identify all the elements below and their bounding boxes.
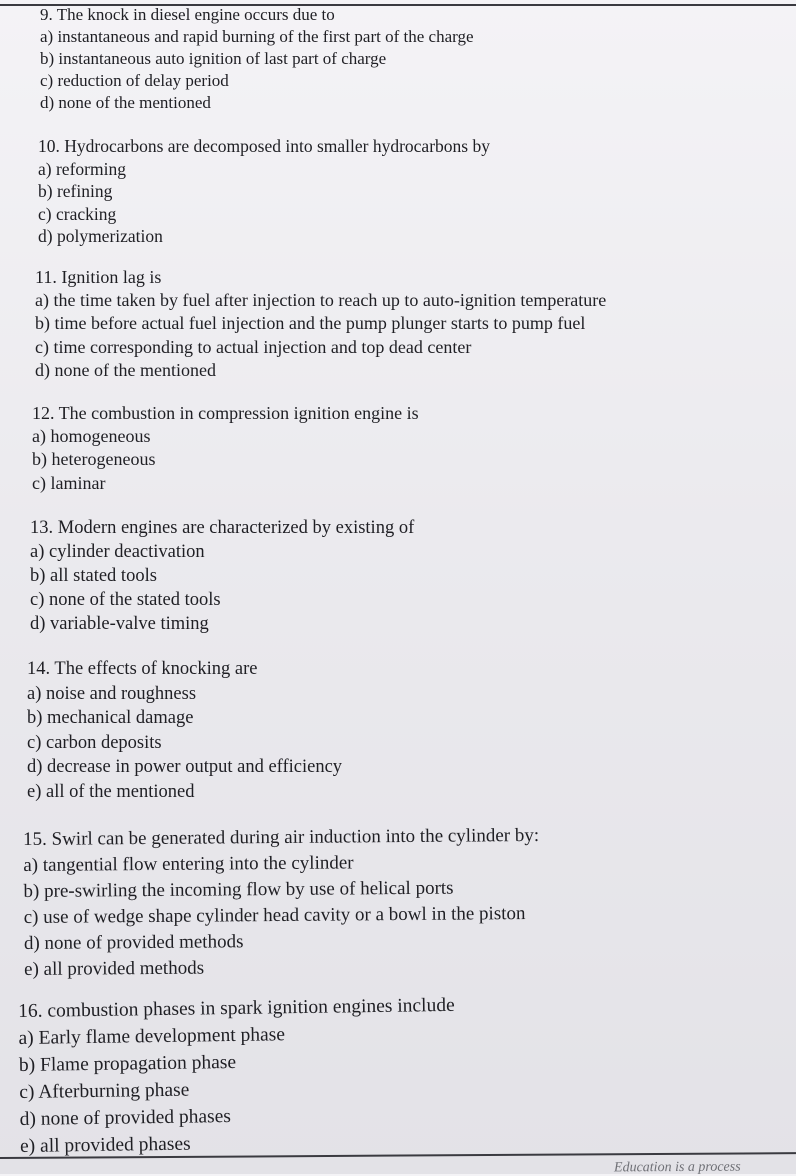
- question-16: [18, 992, 457, 1160]
- answer-option: c) none of the stated tools: [30, 590, 221, 610]
- answer-option: c) time corresponding to actual injection and top dead center: [35, 336, 472, 357]
- question-stem: 11. Ignition lag is: [35, 267, 162, 287]
- answer-option: d) polymerization: [38, 226, 163, 246]
- answer-option: d) none of the mentioned: [40, 93, 211, 112]
- question-stem: 12. The combustion in compression ignition engine is: [32, 403, 419, 423]
- answer-option: e) all of the mentioned: [27, 781, 195, 802]
- footer-text: Education is a process: [613, 1159, 741, 1176]
- answer-option: d) decrease in power output and efficiency: [27, 757, 343, 777]
- answer-option: b) time before actual fuel injection and the pump plunger starts to pump fuel: [35, 313, 586, 334]
- answer-option: b) mechanical damage: [27, 708, 194, 728]
- question-stem: 15. Swirl can be generated during air induction into the cylinder by:: [23, 824, 540, 850]
- answer-option: a) reforming: [38, 158, 126, 179]
- answer-option: a) the time taken by fuel after injection to reach up to auto-ignition temperature: [35, 290, 607, 311]
- answer-option: d) variable-valve timing: [30, 614, 209, 634]
- answer-option: b) heterogeneous: [32, 449, 156, 470]
- question-15: [23, 823, 540, 983]
- answer-option: e) all provided phases: [19, 1133, 191, 1157]
- answer-option: a) homogeneous: [32, 426, 151, 447]
- answer-option: a) tangential flow entering into the cylinder: [23, 852, 354, 876]
- answer-option: b) refining: [38, 181, 113, 201]
- question-stem: 13. Modern engines are characterized by existing of: [30, 518, 415, 538]
- answer-option: c) Afterburning phase: [19, 1079, 190, 1103]
- answer-option: a) Early flame development phase: [18, 1024, 286, 1049]
- answer-option: a) noise and roughness: [27, 683, 197, 704]
- answer-option: d) none of provided phases: [19, 1106, 232, 1130]
- question-stem: 16. combustion phases in spark ignition engines include: [18, 994, 455, 1022]
- answer-option: c) carbon deposits: [27, 732, 162, 753]
- answer-option: b) instantaneous auto ignition of last part of charge: [40, 49, 387, 68]
- answer-option: d) none of the mentioned: [35, 359, 216, 380]
- question-12: [32, 402, 419, 495]
- question-stem: 14. The effects of knocking are: [27, 659, 258, 679]
- question-10: [38, 135, 490, 248]
- answer-option: b) all stated tools: [30, 566, 157, 586]
- question-stem: 10. Hydrocarbons are decomposed into smaller hydrocarbons by: [38, 136, 490, 156]
- answer-option: c) cracking: [38, 203, 117, 224]
- answer-option: c) use of wedge shape cylinder head cavity or a bowl in the piston: [23, 903, 526, 928]
- answer-option: a) cylinder deactivation: [30, 542, 205, 562]
- question-14: [27, 657, 342, 804]
- question-13: [30, 516, 414, 636]
- answer-option: c) laminar: [32, 472, 106, 493]
- question-stem: 9. The knock in diesel engine occurs due to: [40, 5, 335, 24]
- answer-option: e) all provided methods: [24, 957, 205, 980]
- answer-option: b) pre-swirling the incoming flow by use of helical ports: [23, 877, 454, 902]
- answer-option: c) reduction of delay period: [40, 71, 229, 90]
- answer-option: b) Flame propagation phase: [18, 1051, 237, 1076]
- question-9: [40, 4, 474, 114]
- answer-option: d) none of provided methods: [23, 931, 244, 954]
- answer-option: a) instantaneous and rapid burning of the first part of the charge: [40, 27, 474, 46]
- question-11: [35, 266, 606, 382]
